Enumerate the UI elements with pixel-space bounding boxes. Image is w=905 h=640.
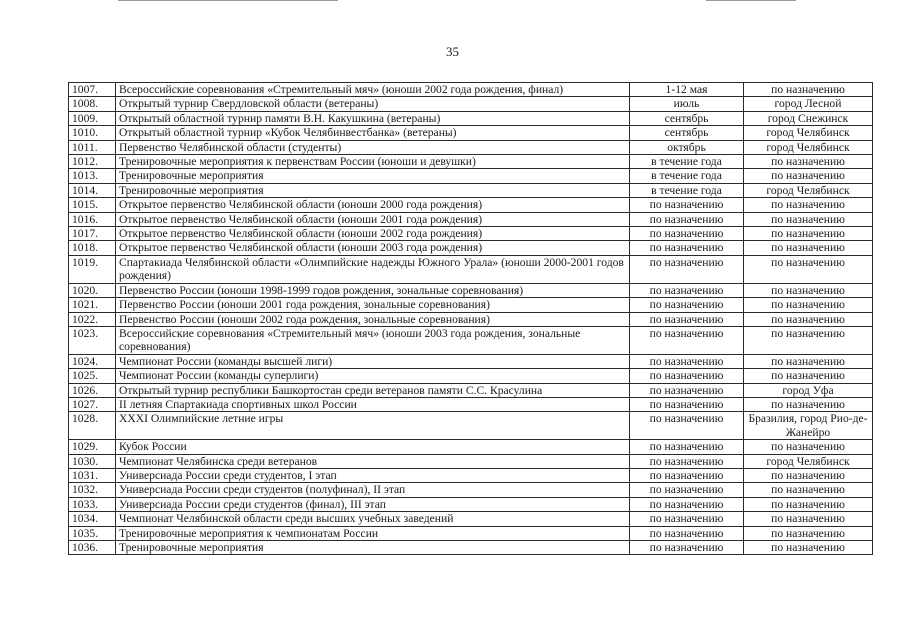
event-place: по назначению xyxy=(744,354,873,368)
row-number: 1010. xyxy=(69,126,116,140)
table-row xyxy=(69,512,873,526)
event-place: по назначению xyxy=(744,468,873,482)
table-row xyxy=(69,255,873,283)
event-date: по назначению xyxy=(630,497,744,511)
event-date: по назначению xyxy=(630,412,744,440)
table-row xyxy=(69,227,873,241)
row-number: 1015. xyxy=(69,198,116,212)
table-row xyxy=(69,140,873,154)
event-date: по назначению xyxy=(630,298,744,312)
event-date: 1-12 мая xyxy=(630,83,744,97)
row-number: 1017. xyxy=(69,227,116,241)
event-place: город Снежинск xyxy=(744,111,873,125)
row-number: 1034. xyxy=(69,512,116,526)
event-date: по назначению xyxy=(630,440,744,454)
table-row xyxy=(69,169,873,183)
event-name: Открытое первенство Челябинской области (юноши 2000 года рождения) xyxy=(116,198,630,212)
event-place: Бразилия, город Рио-де-Жанейро xyxy=(744,412,873,440)
table-row xyxy=(69,183,873,197)
row-number: 1019. xyxy=(69,255,116,283)
event-name: Открытый областной турнир памяти В.Н. Какушкина (ветераны) xyxy=(116,111,630,125)
row-number: 1020. xyxy=(69,283,116,297)
event-date: по назначению xyxy=(630,212,744,226)
event-place: по назначению xyxy=(744,198,873,212)
event-name: Открытый турнир республики Башкортостан среди ветеранов памяти С.С. Красулина xyxy=(116,383,630,397)
table-row xyxy=(69,212,873,226)
events-table-body xyxy=(69,83,873,555)
event-date: по назначению xyxy=(630,241,744,255)
events-table xyxy=(68,82,873,555)
table-row xyxy=(69,312,873,326)
event-place: по назначению xyxy=(744,255,873,283)
table-row xyxy=(69,354,873,368)
row-number: 1035. xyxy=(69,526,116,540)
event-place: по назначению xyxy=(744,397,873,411)
event-date: по назначению xyxy=(630,198,744,212)
event-name: Тренировочные мероприятия к чемпионатам России xyxy=(116,526,630,540)
row-number: 1023. xyxy=(69,326,116,354)
row-number: 1026. xyxy=(69,383,116,397)
row-number: 1022. xyxy=(69,312,116,326)
row-number: 1027. xyxy=(69,397,116,411)
event-place: по назначению xyxy=(744,369,873,383)
event-date: октябрь xyxy=(630,140,744,154)
event-date: по назначению xyxy=(630,354,744,368)
row-number: 1021. xyxy=(69,298,116,312)
event-place: по назначению xyxy=(744,497,873,511)
event-name: Универсиада России среди студентов (финал), III этап xyxy=(116,497,630,511)
event-place: город Челябинск xyxy=(744,126,873,140)
event-name: Чемпионат России (команды суперлиги) xyxy=(116,369,630,383)
event-date: по назначению xyxy=(630,483,744,497)
event-name: Тренировочные мероприятия xyxy=(116,183,630,197)
table-row xyxy=(69,111,873,125)
event-date: по назначению xyxy=(630,312,744,326)
row-number: 1025. xyxy=(69,369,116,383)
scan-edge-mark xyxy=(118,0,338,1)
event-name: Открытый турнир Свердловской области (ветераны) xyxy=(116,97,630,111)
table-row xyxy=(69,83,873,97)
event-date: по назначению xyxy=(630,468,744,482)
event-name: Всероссийские соревнования «Стремительный мяч» (юноши 2003 года рождения, зональные соревнования) xyxy=(116,326,630,354)
row-number: 1036. xyxy=(69,541,116,555)
row-number: 1028. xyxy=(69,412,116,440)
event-date: по назначению xyxy=(630,512,744,526)
table-row xyxy=(69,440,873,454)
table-row xyxy=(69,198,873,212)
table-row xyxy=(69,412,873,440)
event-name: II летняя Спартакиада спортивных школ России xyxy=(116,397,630,411)
table-row xyxy=(69,541,873,555)
table-row xyxy=(69,383,873,397)
event-name: Открытое первенство Челябинской области (юноши 2002 года рождения) xyxy=(116,227,630,241)
event-date: по назначению xyxy=(630,397,744,411)
event-place: город Уфа xyxy=(744,383,873,397)
event-name: Универсиада России среди студентов (полуфинал), II этап xyxy=(116,483,630,497)
event-date: по назначению xyxy=(630,283,744,297)
event-place: по назначению xyxy=(744,312,873,326)
row-number: 1031. xyxy=(69,468,116,482)
row-number: 1014. xyxy=(69,183,116,197)
event-place: по назначению xyxy=(744,83,873,97)
table-row xyxy=(69,526,873,540)
row-number: 1018. xyxy=(69,241,116,255)
event-name: Открытое первенство Челябинской области (юноши 2003 года рождения) xyxy=(116,241,630,255)
row-number: 1009. xyxy=(69,111,116,125)
table-row xyxy=(69,97,873,111)
table-row xyxy=(69,497,873,511)
table-row xyxy=(69,126,873,140)
event-date: по назначению xyxy=(630,326,744,354)
event-name: Кубок России xyxy=(116,440,630,454)
event-name: Тренировочные мероприятия к первенствам России (юноши и девушки) xyxy=(116,155,630,169)
table-row xyxy=(69,397,873,411)
event-place: по назначению xyxy=(744,526,873,540)
event-name: Тренировочные мероприятия xyxy=(116,541,630,555)
event-place: по назначению xyxy=(744,298,873,312)
table-row xyxy=(69,326,873,354)
event-date: по назначению xyxy=(630,255,744,283)
event-name: Чемпионат Челябинска среди ветеранов xyxy=(116,454,630,468)
table-row xyxy=(69,155,873,169)
row-number: 1029. xyxy=(69,440,116,454)
table-row xyxy=(69,468,873,482)
event-date: по назначению xyxy=(630,383,744,397)
event-name: Первенство России (юноши 2002 года рождения, зональные соревнования) xyxy=(116,312,630,326)
table-row xyxy=(69,369,873,383)
event-date: по назначению xyxy=(630,541,744,555)
row-number: 1007. xyxy=(69,83,116,97)
row-number: 1032. xyxy=(69,483,116,497)
event-name: XXXI Олимпийские летние игры xyxy=(116,412,630,440)
event-place: город Челябинск xyxy=(744,454,873,468)
event-place: по назначению xyxy=(744,241,873,255)
event-place: город Челябинск xyxy=(744,183,873,197)
event-date: сентябрь xyxy=(630,111,744,125)
event-place: по назначению xyxy=(744,283,873,297)
event-place: по назначению xyxy=(744,326,873,354)
event-name: Спартакиада Челябинской области «Олимпийские надежды Южного Урала» (юноши 2000-2001 годов рождения) xyxy=(116,255,630,283)
event-place: по назначению xyxy=(744,541,873,555)
scan-edge-mark xyxy=(706,0,796,1)
event-place: по назначению xyxy=(744,440,873,454)
event-name: Всероссийские соревнования «Стремительный мяч» (юноши 2002 года рождения, финал) xyxy=(116,83,630,97)
event-date: в течение года xyxy=(630,155,744,169)
row-number: 1012. xyxy=(69,155,116,169)
event-place: город Лесной xyxy=(744,97,873,111)
event-date: по назначению xyxy=(630,369,744,383)
event-date: в течение года xyxy=(630,183,744,197)
row-number: 1008. xyxy=(69,97,116,111)
event-name: Тренировочные мероприятия xyxy=(116,169,630,183)
event-name: Универсиада России среди студентов, I этап xyxy=(116,468,630,482)
event-place: город Челябинск xyxy=(744,140,873,154)
row-number: 1033. xyxy=(69,497,116,511)
row-number: 1030. xyxy=(69,454,116,468)
row-number: 1011. xyxy=(69,140,116,154)
row-number: 1016. xyxy=(69,212,116,226)
event-date: сентябрь xyxy=(630,126,744,140)
event-date: по назначению xyxy=(630,454,744,468)
page-number: 35 xyxy=(446,44,459,59)
table-row xyxy=(69,298,873,312)
event-name: Открытый областной турнир «Кубок Челябинвестбанка» (ветераны) xyxy=(116,126,630,140)
row-number: 1024. xyxy=(69,354,116,368)
event-place: по назначению xyxy=(744,483,873,497)
event-place: по назначению xyxy=(744,212,873,226)
event-place: по назначению xyxy=(744,227,873,241)
event-date: по назначению xyxy=(630,526,744,540)
table-row xyxy=(69,241,873,255)
table-row xyxy=(69,454,873,468)
table-row xyxy=(69,483,873,497)
event-name: Первенство России (юноши 1998-1999 годов рождения, зональные соревнования) xyxy=(116,283,630,297)
event-name: Первенство России (юноши 2001 года рождения, зональные соревнования) xyxy=(116,298,630,312)
event-place: по назначению xyxy=(744,169,873,183)
event-name: Чемпионат России (команды высшей лиги) xyxy=(116,354,630,368)
event-place: по назначению xyxy=(744,155,873,169)
event-date: июль xyxy=(630,97,744,111)
event-name: Первенство Челябинской области (студенты) xyxy=(116,140,630,154)
event-name: Чемпионат Челябинской области среди высших учебных заведений xyxy=(116,512,630,526)
event-name: Открытое первенство Челябинской области (юноши 2001 года рождения) xyxy=(116,212,630,226)
event-date: в течение года xyxy=(630,169,744,183)
event-date: по назначению xyxy=(630,227,744,241)
row-number: 1013. xyxy=(69,169,116,183)
table-row xyxy=(69,283,873,297)
event-place: по назначению xyxy=(744,512,873,526)
